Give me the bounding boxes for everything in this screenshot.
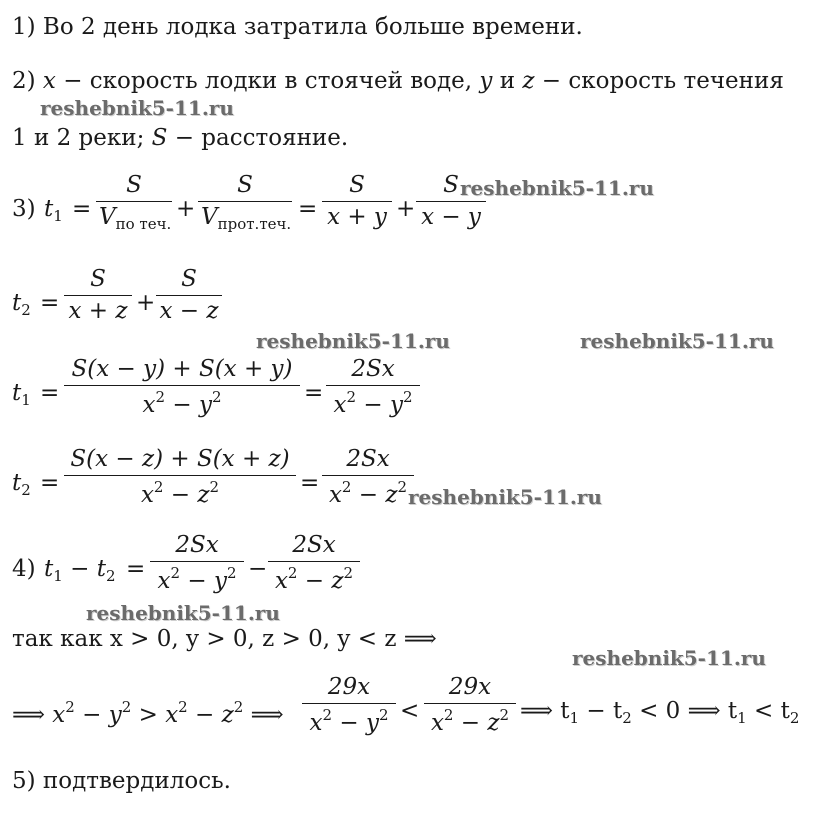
fraction-2sx-over-x2-z2: 2Sx $x^2 - z^2$ — [268, 534, 360, 593]
t1-symbol: $t_1$ — [44, 196, 63, 225]
t2-symbol: $t_2$ — [12, 290, 31, 319]
line-2: 2) x − скорость лодки в стоячей воде, y и z − скорость течения — [12, 68, 784, 94]
equals-sign: = — [126, 556, 146, 582]
fraction-s-over-x-plus-y: S x + y — [322, 174, 392, 229]
fraction-2sx-over-x2-y2: 2Sx $x^2 - y^2$ — [326, 358, 420, 417]
fraction-s-over-v-down: S $V_{по теч.}$ — [96, 174, 172, 232]
watermark: reshebnik5-11.ru — [86, 601, 280, 625]
fraction-2sx-over-x2-z2: 2Sx $x^2 - z^2$ — [322, 448, 414, 507]
watermark: reshebnik5-11.ru — [572, 646, 766, 670]
less-than-sign: < — [400, 698, 420, 724]
fraction-s-over-x-plus-z: S x + z — [64, 268, 132, 323]
watermark: reshebnik5-11.ru — [40, 96, 234, 120]
final-implication-left: ⟹ $x^2 - y^2 > x^2 - z^2$ ⟹ — [12, 698, 284, 728]
watermark: reshebnik5-11.ru — [460, 176, 654, 200]
step-5-line: 5) подтвердилось. — [12, 768, 231, 794]
t1-minus-t2: $t_1 - t_2$ — [44, 556, 116, 585]
line-1: 1) Во 2 день лодка затратила больше времени. — [12, 14, 583, 40]
plus-sign: + — [176, 196, 196, 222]
equals-sign: = — [40, 380, 60, 406]
fraction-s-over-x-minus-z: S x − z — [156, 268, 222, 323]
watermark: reshebnik5-11.ru — [580, 329, 774, 353]
equals-sign: = — [40, 470, 60, 496]
equals-sign: = — [300, 470, 320, 496]
fraction-29x-over-x2-y2: 29x $x^2 - y^2$ — [302, 676, 396, 735]
watermark: reshebnik5-11.ru — [256, 329, 450, 353]
fraction-t1-sum: S(x − y) + S(x + y) $x^2 - y^2$ — [64, 358, 300, 417]
line-3: 1 и 2 реки; S − расстояние. — [12, 125, 349, 151]
step-3-label: 3) — [12, 196, 36, 222]
final-implication-right: ⟹ $t_1 - t_2 < 0$ ⟹ $t_1 < t_2$ — [520, 698, 800, 727]
condition-line: так как x > 0, y > 0, z > 0, y < z ⟹ — [12, 626, 437, 652]
fraction-29x-over-x2-z2: 29x $x^2 - z^2$ — [424, 676, 516, 735]
equals-sign: = — [72, 196, 92, 222]
fraction-t2-sum: S(x − z) + S(x + z) $x^2 - z^2$ — [64, 448, 296, 507]
t2-symbol: $t_2$ — [12, 470, 31, 499]
equals-sign: = — [40, 290, 60, 316]
fraction-s-over-x-minus-y: S x − y — [416, 174, 486, 229]
equals-sign: = — [298, 196, 318, 222]
t1-symbol: $t_1$ — [12, 380, 31, 409]
equals-sign: = — [304, 380, 324, 406]
step-4-label: 4) — [12, 556, 36, 582]
plus-sign: + — [136, 290, 156, 316]
watermark: reshebnik5-11.ru — [408, 485, 602, 509]
plus-sign: + — [396, 196, 416, 222]
fraction-2sx-over-x2-y2: 2Sx $x^2 - y^2$ — [150, 534, 244, 593]
minus-sign: − — [248, 556, 268, 582]
fraction-s-over-v-up: S $V_{прот.теч.}$ — [198, 174, 292, 232]
